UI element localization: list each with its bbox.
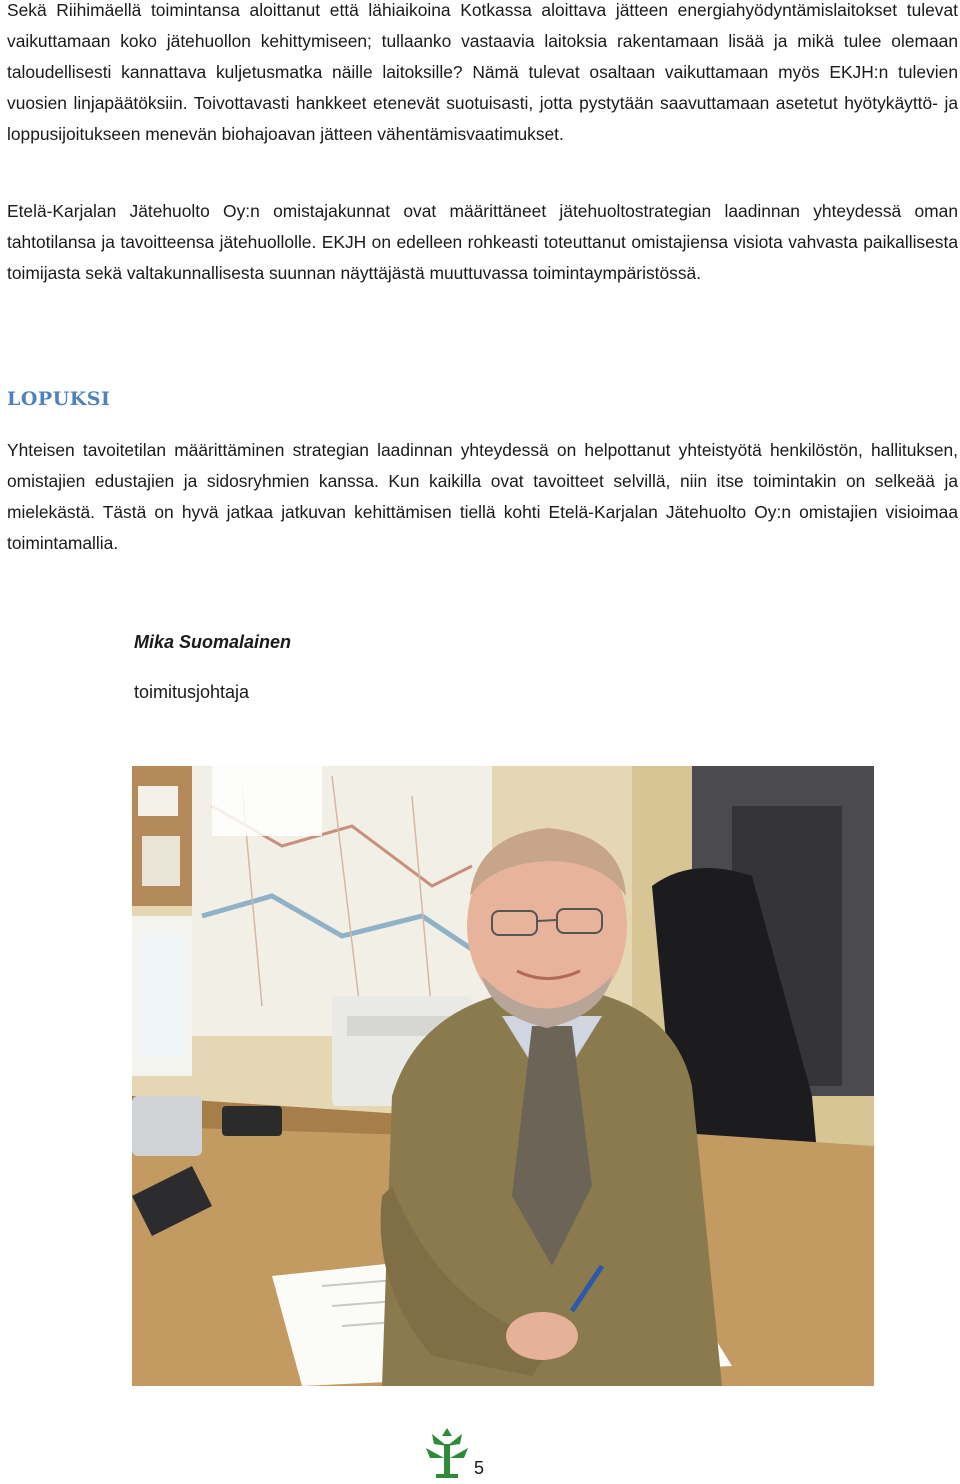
tree-logo-icon [424,1424,470,1480]
section-heading: LOPUKSI [7,388,111,410]
page-number: 5 [474,1458,485,1478]
signature-title: toimitusjohtaja [134,682,250,702]
signature-name: Mika Suomalainen [134,632,292,652]
ceo-photo [132,766,874,1386]
paragraph-conclusion: Yhteisen tavoitetilan määrittäminen strategian laadinnan yhteydessä on helpottanut yhteistyötä henkilöstön, hallituksen, omistajien edustajien ja sidosryhmien kanssa. Kun kaikilla ovat tavoitteet selvillä, niin itse toimintakin on selkeää ja mielekästä. Tästä on hyvä jatkaa jatkuvan kehittämisen tiellä kohti Etelä-Karjalan Jätehuolto Oy:n omistajien visioimaa toimintamallia. [7,440,958,553]
paragraph-owners-strategy: Etelä-Karjalan Jätehuolto Oy:n omistajakunnat ovat määrittäneet jätehuoltostrategian laadinnan yhteydessä oman tahtotilansa ja tavoitteensa jätehuollolle. EKJH on edelleen rohkeasti toteuttanut omistajiensa visiota vahvasta paikallisesta toimijasta sekä valtakunnallisesta suunnan näyttäjästä muuttuvassa toimintaympäristössä. [7,201,958,283]
paragraph-energy-plants: Sekä Riihimäellä toimintansa aloittanut että lähiaikoina Kotkassa aloittava jätteen energiahyödyntämislaitokset tulevat vaikuttamaan koko jätehuollon kehittymiseen; tullaanko vastaavia laitoksia rakentamaan lisää ja mikä tulee olemaan taloudellisesti kannattava kuljetusmatka näille laitoksille? Nämä tulevat osaltaan vaikuttamaan myös EKJH:n tulevien vuosien linjapäätöksiin. Toivottavasti hankkeet etenevät suotuisasti, jotta pystytään saavuttamaan asetetut hyötykäyttö- ja loppusijoitukseen menevän biohajoavan jätteen vähentämisvaatimukset. [7,0,958,144]
ceo-photo-illustration [132,766,874,1386]
